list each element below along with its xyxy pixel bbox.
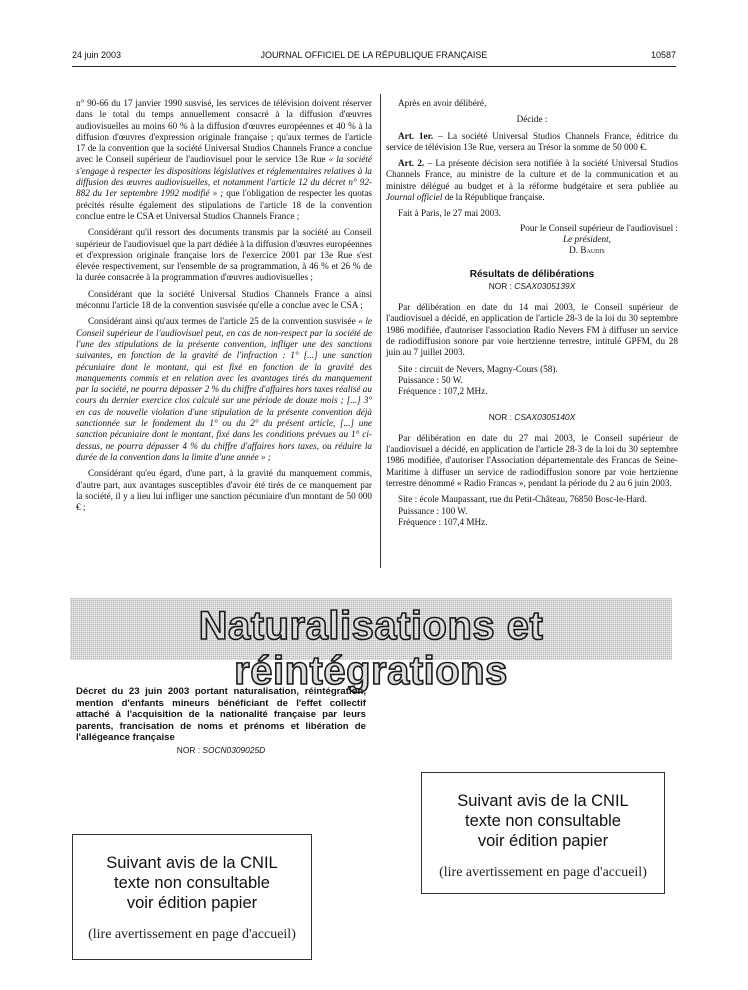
decret-title: Décret du 23 juin 2003 portant naturalisation, réintégration, mention d'enfants mineurs bénéficiant de l'effet collectif attaché à l'acquisition de la nationalité française par leurs parents, francisation de noms et prénoms et libération de l'allégeance française: [76, 686, 366, 744]
signatory-title: [496, 234, 678, 245]
header-title: JOURNAL OFFICIEL DE LA RÉPUBLIQUE FRANÇAISE: [260, 50, 488, 60]
page-number: 10587: [650, 50, 676, 60]
article-label: Art. 1er.: [398, 130, 434, 141]
site-1: Site : circuit de Nevers, Magny-Cours (58).: [398, 363, 558, 374]
nor-code: CSAX0305140X: [514, 411, 576, 422]
quote-span: « le Conseil supérieur de l'audiovisuel peut, en cas de non-respect par la société de l'une des stipulations de la présente convention, infliger une des sanctions suivantes, en fonction de la gravité de l'infraction : 1° [...] une sanction pécuniaire dont le montant, qui est fixé en fonction de la gravité des manquements commis et en relation avec les avantages tirés du manquement par la société, ne pourra dépasser 2 % du chiffre d'affaires hors taxes réalisé au cours du dernier exercice clos calculé sur une période de douze mois ; [...] 3° en cas de nouvelle violation d'une stipulation de la présente convention déjà sanctionnée sur le fondement du 1° ou du 2° du présent article, [...] une sanction pécuniaire dont le montant, fixé dans les conditions prévues au 1° ci-dessus, ne pourra dépasser 4 % du chiffre d'affaires hors taxes, ou réduire la durée de la convention dans la limite d'une année » ;: [76, 316, 372, 462]
nor-label: NOR :: [176, 745, 201, 755]
paragraph-considerant-1: [76, 98, 372, 222]
deliberation-1: Par délibération en date du 14 mai 2003, le Conseil supérieur de l'audiovisuel a décidé, en application de l'article 28-3 de la loi du 30 septembre 1986 modifiée, d'autoriser l'association Radio Nevers FM à diffuser un service de radiodiffusion sonore par voie hertzienne terrestre, intitulé GPFM, du 28 juin au 7 juillet 2003.: [386, 302, 678, 358]
cnil-line-3: voir édition papier: [126, 894, 258, 912]
paragraph-considerant-5: Considérant qu'eu égard, d'une part, à la gravité du manquement commis, d'autre part, aux avantages susceptibles d'avoir été tirés de ce manquement par la société, il y a lieu lui infliger une sanction pécuniaire d'un montant de 50 000 € ;: [76, 468, 372, 513]
banner-title: Naturalisations et réintégrations: [198, 604, 544, 693]
nor-label: NOR :: [488, 280, 512, 291]
nor-reference-2: [386, 412, 678, 423]
section-heading-resultats: Résultats de délibérations: [469, 268, 595, 280]
cnil-note: (lire avertissement en page d'accueil): [88, 927, 296, 942]
cnil-line-3: voir édition papier: [477, 832, 609, 850]
article-text: de la République française.: [444, 192, 545, 203]
paragraph-considerant-2: Considérant qu'il ressort des documents transmis par la société au Conseil supérieur de l'audiovisuel que la part dédiée à la diffusion d'œuvres européennes et d'expression originale française lors de l'exercice 2001 par 13e Rue s'est élevée respectivement, sur l'ensemble de sa programmation, à 46 % et 26 % de la durée consacrée à la programmation d'œuvres audiovisuelles ;: [76, 227, 372, 283]
cnil-notice-box: [72, 834, 312, 960]
cnil-notice-box: [421, 772, 665, 894]
article-text: – La société Universal Studios Channels France, éditrice du service de télévision 13e Rue, versera au Trésor la somme de 50 000 €.: [386, 130, 678, 152]
column-divider: [380, 94, 381, 568]
article-label: Art. 2.: [398, 158, 425, 169]
article-2: [386, 158, 678, 203]
paragraph-considerant-4: [76, 316, 372, 463]
text-span: que l'obligation de respecter les quotas précités résulte également des stipulations de l'article 18 de la convention conclue entre le CSA et Universal Studios Channels France ;: [76, 188, 373, 221]
page-header: [72, 50, 676, 64]
deliberation-2: Par délibération en date du 27 mai 2003, le Conseil supérieur de l'audiovisuel a décidé, en application de l'article 28-3 de la loi du 30 septembre 1986 modifiée, d'autoriser l'Association départementale des Francas de Seine-Maritime à diffuser un service de radiodiffusion sonore par voie hertzienne terrestre dénommé « Radio Francas », pendant la période du 2 au 6 juin 2003.: [386, 432, 678, 489]
left-column: [76, 98, 372, 518]
text-span: Considérant ainsi qu'aux termes de l'article 25 de la convention susvisée: [88, 316, 356, 327]
puissance-2: Puissance : 100 W.: [398, 505, 468, 516]
nor-reference-1: [386, 281, 678, 292]
apres-deliberation: Après en avoir délibéré,: [398, 98, 487, 108]
cnil-note: (lire avertissement en page d'accueil): [439, 865, 647, 880]
section-banner: [70, 598, 672, 693]
puissance-1: Puissance : 50 W.: [398, 374, 463, 385]
journal-officiel-italic: Journal officiel: [386, 192, 443, 203]
president-label: Le président,: [563, 233, 611, 244]
article-1: [386, 131, 678, 154]
signatory-name: D. Baudis: [569, 245, 605, 256]
nor-code: SOCN0309025D: [202, 745, 266, 755]
decide-heading: Décide :: [516, 114, 548, 125]
cnil-line-2: texte non consultable: [114, 874, 270, 892]
pour-le-conseil: Pour le Conseil supérieur de l'audiovisuel :: [520, 222, 678, 233]
header-date: 24 juin 2003: [72, 50, 122, 60]
decret-nor: [76, 745, 366, 755]
paragraph-considerant-3: Considérant que la société Universal Studios Channels France a ainsi méconnu l'article 18 de la convention susvisée qu'elle a conclue avec le CSA ;: [76, 288, 372, 311]
site-2: Site : école Maupassant, rue du Petit-Château, 76850 Bosc-le-Hard.: [398, 494, 647, 505]
frequence-2: Fréquence : 107,4 MHz.: [398, 516, 488, 527]
nor-code: CSAX0305139X: [514, 280, 576, 291]
header-rule: [72, 66, 676, 67]
frequence-1: Fréquence : 107,2 MHz.: [398, 386, 488, 397]
article-text: – La présente décision sera notifiée à la société Universal Studios Channels France, au ministre de la culture et de la communication et au ministre délégué au budget et à la réforme budgétaire et sera publiée au: [386, 158, 678, 191]
cnil-line-1: Suivant avis de la CNIL: [106, 854, 278, 872]
cnil-line-2: texte non consultable: [465, 812, 621, 830]
fait-a-paris: Fait à Paris, le 27 mai 2003.: [398, 208, 502, 219]
text-span: n° 90-66 du 17 janvier 1990 susvisé, les services de télévision doivent réserver dans le total du temps annuellement consacré à la diffusion d'œuvres audiovisuelles au moins 60 % à la diffusion d'œuvres européennes et 40 % à la diffusion d'œuvres d'expression originale française ; qu'aux termes de l'article 17 de la convention que la société Universal Studios Channels France a conclue avec le Conseil supérieur de l'audiovisuel pour le service 13e Rue: [76, 98, 372, 165]
right-column: [386, 98, 678, 528]
cnil-line-1: Suivant avis de la CNIL: [457, 792, 629, 810]
quote-span: « la société s'engage à respecter les dispositions législatives et réglementaires relatives à la diffusion des œuvres audiovisuelles, et notamment l'article 12 du décret n° 92-882 du 1er septembre 1992 modifié » ;: [76, 154, 373, 199]
nor-label: NOR :: [488, 411, 512, 422]
